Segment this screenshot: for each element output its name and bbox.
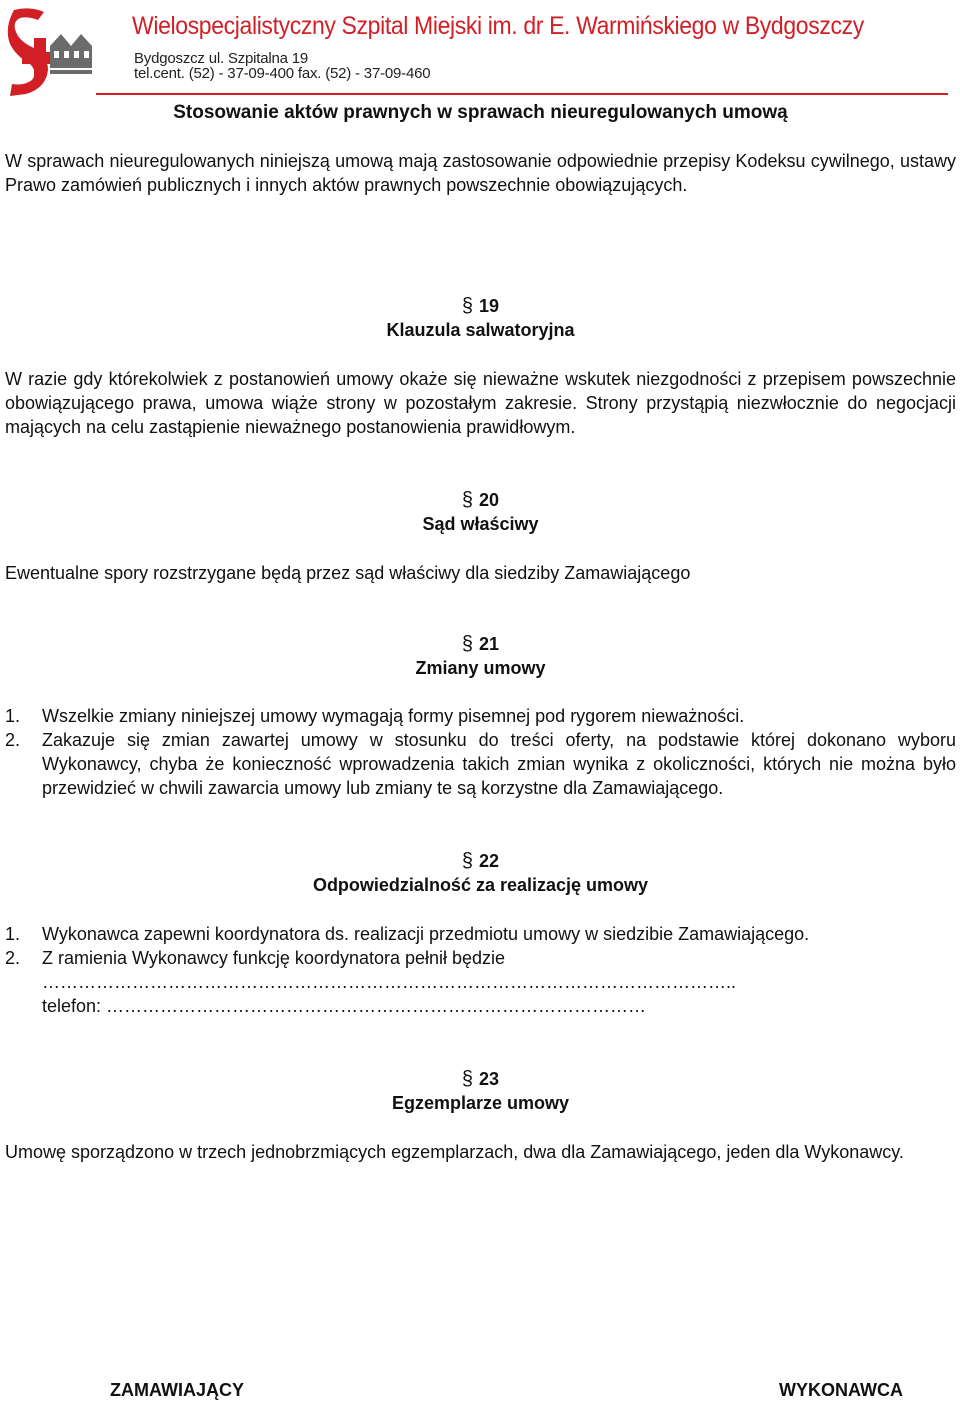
- hospital-logo-icon: [4, 4, 96, 98]
- section-sign: §: [461, 295, 474, 317]
- list-item: [5, 728, 956, 800]
- section-text: W razie gdy którekolwiek z postanowień umowy okaże się nieważne wskutek niezgodności z przepisem powszechnie obowiązującego prawa, umowa wiąże strony w pozostałym zakresie. Strony przystąpią niezwłocznie do negocjacji mających na celu zastąpienie nieważnego postanowienia prawidłowym.: [5, 369, 956, 437]
- list-item-text: Wszelkie zmiany niniejszej umowy wymagają formy pisemnej pod rygorem nieważności.: [42, 706, 745, 726]
- list-item-number: 1.: [5, 924, 21, 944]
- list-item: [5, 704, 956, 728]
- section-number: [5, 849, 956, 873]
- list-item-text: Z ramienia Wykonawcy funkcję koordynatora pełnił będzie: [42, 948, 506, 968]
- section-heading: Zmiany umowy: [415, 658, 546, 678]
- section-text: Ewentualne spory rozstrzygane będą przez sąd właściwy dla siedziby Zamawiającego: [5, 563, 691, 583]
- section-list: [5, 922, 956, 1018]
- section-heading: Egzemplarze umowy: [391, 1093, 570, 1113]
- section-number-value: 21: [479, 634, 500, 654]
- coordinator-name-blank: ……………………………………………………………………………………………………..: [42, 972, 737, 992]
- section-heading: Sąd właściwy: [422, 514, 539, 534]
- list-item: [5, 922, 956, 946]
- signature-ordering-party: ZAMAWIAJĄCY: [110, 1380, 244, 1400]
- section-sign: §: [461, 489, 474, 511]
- letterhead: [0, 0, 960, 100]
- list-item-number: 1.: [5, 706, 21, 726]
- section-number-value: 20: [479, 490, 500, 510]
- section-sign: §: [461, 633, 474, 655]
- section-sign: §: [461, 1068, 474, 1090]
- section-number-value: 22: [479, 851, 500, 871]
- section-23: [5, 1067, 956, 1164]
- section-list: [5, 704, 956, 800]
- list-item-number: 2.: [5, 948, 21, 968]
- hospital-address: Bydgoszcz ul. Szpitalna 19: [134, 50, 309, 67]
- intro-text: W sprawach nieuregulowanych niniejszą umową mają zastosowanie odpowiednie przepisy Kodeksu cywilnego, ustawy Prawo zamówień publicznych i innych aktów prawnych powszechnie obowiązujących.: [5, 151, 956, 195]
- list-item-number: 2.: [5, 730, 21, 750]
- section-sign: §: [461, 850, 474, 872]
- section-number: [5, 294, 956, 318]
- section-20: [5, 488, 956, 585]
- signature-contractor: WYKONAWCA: [779, 1380, 903, 1400]
- list-item: [5, 946, 956, 1018]
- list-item-text: Zakazuje się zmian zawartej umowy w stosunku do treści oferty, na podstawie której dokonano wyboru Wykonawcy, chyba że konieczność wprowadzenia takich zmian wynika z okoliczności, których nie można było przewidzieć w chwili zawarcia umowy lub zmiany te są korzystne dla Zamawiającego.: [42, 730, 956, 798]
- section-number-value: 19: [479, 296, 500, 316]
- section-number: [5, 488, 956, 512]
- section-19: [5, 294, 956, 439]
- section-text: Umowę sporządzono w trzech jednobrzmiących egzemplarzach, dwa dla Zamawiającego, jeden dla Wykonawcy.: [5, 1142, 904, 1162]
- list-item-text: Wykonawca zapewni koordynatora ds. realizacji przedmiotu umowy w siedzibie Zamawiającego.: [42, 924, 810, 944]
- header-divider: [96, 93, 948, 95]
- hospital-name: Wielospecjalistyczny Szpital Miejski im. dr E. Warmińskiego w Bydgoszczy: [132, 12, 864, 40]
- section-number-value: 23: [479, 1069, 500, 1089]
- section-number: [5, 632, 956, 656]
- intro-title: Stosowanie aktów prawnych w sprawach nieuregulowanych umową: [173, 102, 788, 123]
- section-number: [5, 1067, 956, 1091]
- intro-block: [5, 149, 956, 197]
- coordinator-phone-blank: telefon: ………………………………………………………………………………: [42, 996, 647, 1016]
- section-heading: Klauzula salwatoryjna: [386, 320, 575, 340]
- section-21: [5, 632, 956, 800]
- section-heading: Odpowiedzialność za realizację umowy: [312, 875, 649, 895]
- section-22: [5, 849, 956, 1018]
- hospital-phone-fax: tel.cent. (52) - 37-09-400 fax. (52) - 37-09-460: [134, 65, 431, 82]
